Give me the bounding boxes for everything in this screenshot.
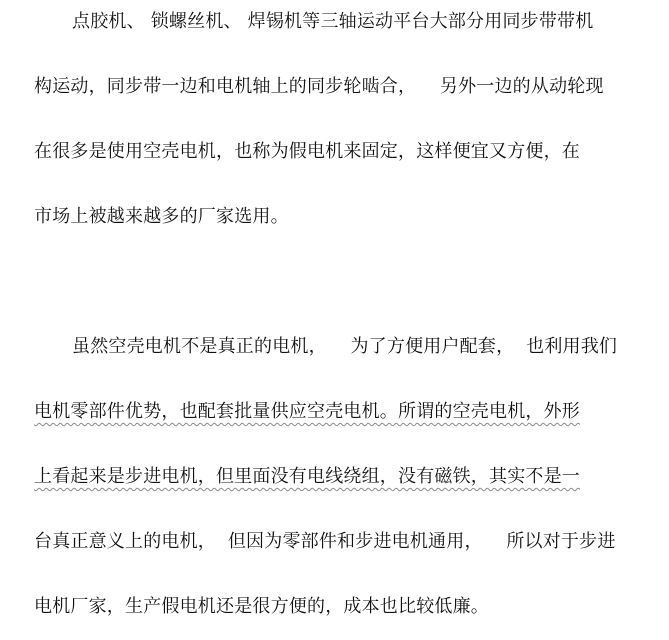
paragraph-line: 点胶机、 锁螺丝机、 焊锡机等三轴运动平台大部分用同步带带机	[72, 11, 594, 32]
paragraph-line: 在很多是使用空壳电机，也称为假电机来固定，这样便宜又方便，在	[34, 141, 580, 162]
paragraph-line: 市场上被越来越多的厂家选用。	[34, 206, 289, 227]
paragraph-line: 电机零部件优势，也配套批量供应空壳电机。所谓的空壳电机，外形	[34, 401, 580, 422]
paragraph-line: 台真正意义上的电机， 但因为零部件和步进电机通用， 所以对于步进	[34, 531, 616, 552]
paragraph-line: 构运动，同步带一边和电机轴上的同步轮啮合， 另外一边的从动轮现	[34, 76, 604, 97]
paragraph-line: 上看起来是步进电机，但里面没有电线绕组，没有磁铁，其实不是一	[34, 466, 580, 487]
paragraph-line: 电机厂家，生产假电机还是很方便的，成本也比较低廉。	[34, 596, 489, 617]
paragraph-line: 虽然空壳电机不是真正的电机， 为了方便用户配套， 也利用我们	[72, 336, 618, 357]
